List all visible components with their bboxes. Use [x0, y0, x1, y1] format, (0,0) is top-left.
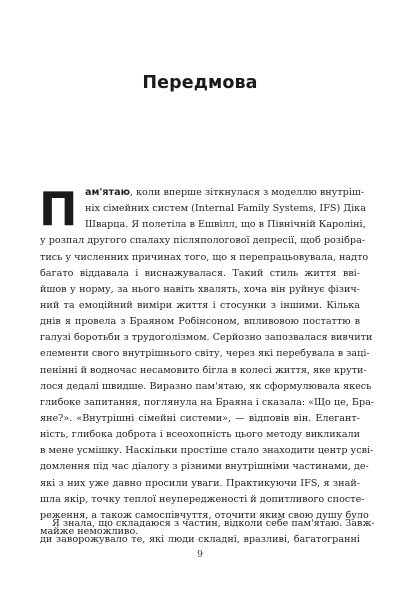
- lead-word: ам'ятаю: [85, 187, 130, 198]
- text-line: які з них уже давно просили уваги. Практикуючи IFS, я знай-: [40, 477, 360, 489]
- drop-cap: П: [39, 182, 78, 236]
- text-line: домлення під час діалогу з різними внутрішніми частинами, де-: [40, 461, 369, 473]
- text-line: ний та емоційний виміри життя і стосунки з іншими. Кілька: [40, 299, 360, 311]
- paragraph-1: [39, 182, 375, 540]
- text-line: яне?». «Внутрішні сімейні системи», — відповів він. Елегант-: [40, 412, 360, 424]
- text-line: ність, глибока доброта і всеохопність цього методу викликали: [40, 429, 360, 441]
- text-line: у розпал другого спалаху післяпологової депресії, щоб розібра-: [40, 235, 366, 247]
- text-line: [40, 185, 365, 201]
- text-line: днів я провела з Браяном Робінсоном, впливовою постаттю в: [40, 316, 360, 328]
- text-line: лося дедалі швидше. Виразно пам'ятаю, як сформулювала якесь: [40, 380, 372, 392]
- text-line: шла якір, точку теплої неупередженості й допитливого спосте-: [40, 493, 365, 505]
- text-line: тись у численних причинах того, що я перепрацьовувала, надто: [40, 251, 369, 263]
- text-line: ди заворожувало те, які люди складні, вразливі, багатогранні: [40, 534, 360, 546]
- page-number: 9: [197, 550, 203, 560]
- text-line: пенінні й водночас несамовито бігла в колесі життя, яке крути-: [40, 364, 367, 376]
- chapter-title: Передмова: [142, 73, 258, 93]
- text-line: елементи свого внутрішнього світу, через які перебувала в заці-: [40, 348, 370, 360]
- line-text: , коли вперше зіткнулася з моделлю внутріш-: [129, 187, 365, 198]
- text-line: багато віддавала і виснажувалася. Такий стиль життя вві-: [40, 267, 360, 279]
- text-line: в мене усмішку. Наскільки простіше стало знаходити центр усві-: [40, 445, 374, 457]
- text-line: майже неможливо.: [40, 525, 139, 537]
- text-line: реження, а також самоспівчуття, оточити яким свою душу було: [40, 509, 369, 521]
- paragraph-2: [40, 516, 375, 548]
- text-line: Я знала, що складаюся з частин, відколи себе пам'ятаю. Завж-: [52, 518, 375, 529]
- text-line: Шварца. Я полетіла в Ешвілл, що в Північній Кароліні,: [85, 219, 366, 231]
- text-line: йшов у норму, за нього навіть хвалять, хоча він руйнує фізич-: [40, 283, 360, 295]
- text-line: глибоке запитання, поглянула на Браяна і сказала: «Що це, Бра-: [40, 396, 375, 408]
- text-line: галузі боротьби з трудоголізмом. Серйозно запозвалася вивчити: [40, 332, 373, 344]
- text-line: ніх сімейних систем (Internal Family Systems, IFS) Діка: [85, 203, 366, 215]
